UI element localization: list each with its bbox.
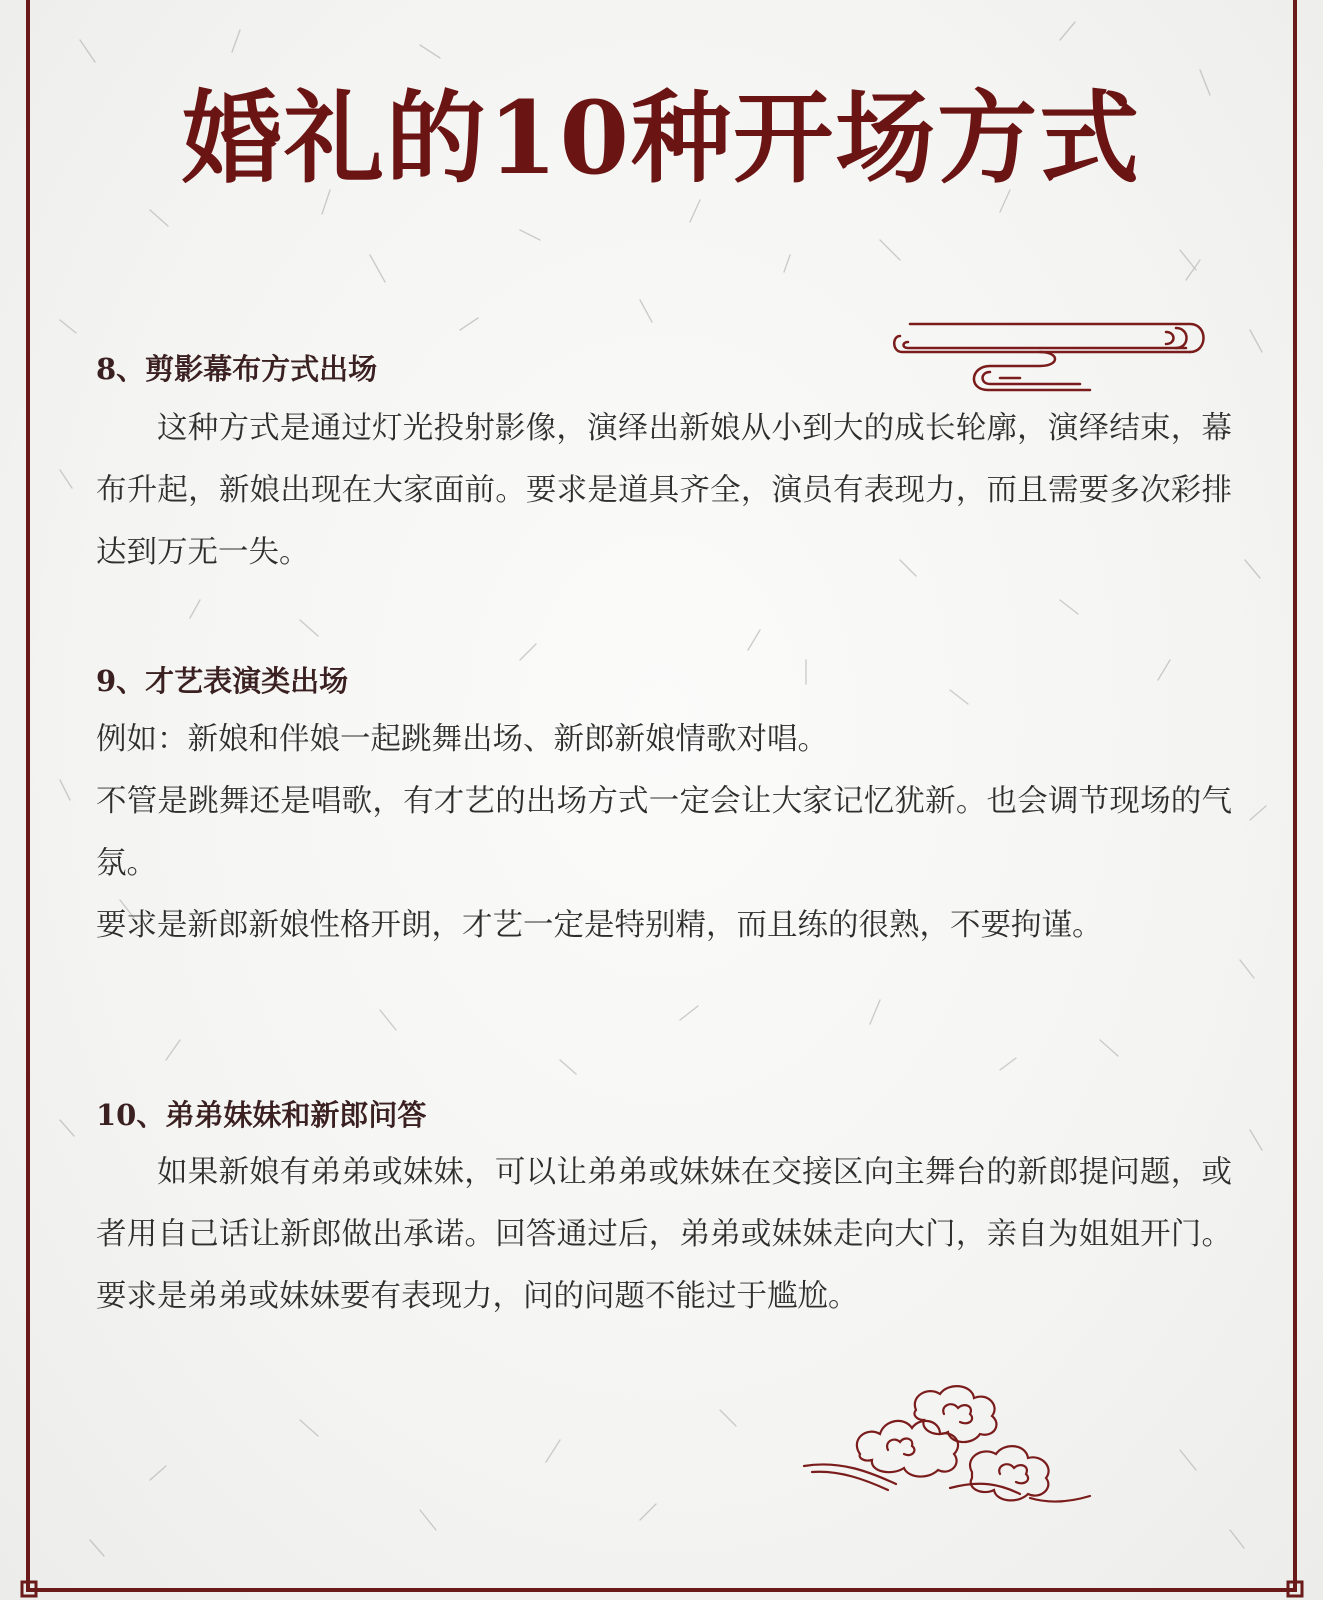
section-9-paragraph-example: 例如：新娘和伴娘一起跳舞出场、新郎新娘情歌对唱。 [96,722,828,757]
section-9-paragraph-requirement: 要求是新郎新娘性格开朗，才艺一定是特别精，而且练的很熟，不要拘谨。 [96,908,1103,943]
page-title: 婚礼的10种开场方式 [181,79,1142,197]
section-heading-8: 8、剪影幕布方式出场 [96,352,378,386]
section-9-paragraph-benefit: 不管是跳舞还是唱歌，有才艺的出场方式一定会让大家记忆犹新。也会调节现场的气氛。 [96,784,1232,881]
section-8-paragraph: 这种方式是通过灯光投射影像，演绎出新娘从小到大的成长轮廓，演绎结束，幕布升起，新娘出现在大家面前。要求是道具齐全，演员有表现力，而且需要多次彩排达到万无一失。 [96,411,1232,570]
cloud-swirl-ornament-icon [890,318,1220,400]
frame-corner-bottom-right [1286,1580,1306,1600]
auspicious-cloud-icon [800,1380,1100,1510]
frame-bottom-border [26,1588,1297,1592]
section-heading-10: 10、弟弟妹妹和新郎问答 [96,1098,427,1132]
frame-corner-bottom-left [20,1580,40,1600]
section-10-paragraph: 如果新娘有弟弟或妹妹，可以让弟弟或妹妹在交接区向主舞台的新郎提问题，或者用自己话让新郎做出承诺。回答通过后，弟弟或妹妹走向大门，亲自为姐姐开门。要求是弟弟或妹妹要有表现力，问的问题不能过于尴尬。 [96,1155,1232,1314]
frame-left-border [26,0,30,1592]
section-heading-9: 9、才艺表演类出场 [96,664,349,698]
frame-right-border [1293,0,1297,1592]
